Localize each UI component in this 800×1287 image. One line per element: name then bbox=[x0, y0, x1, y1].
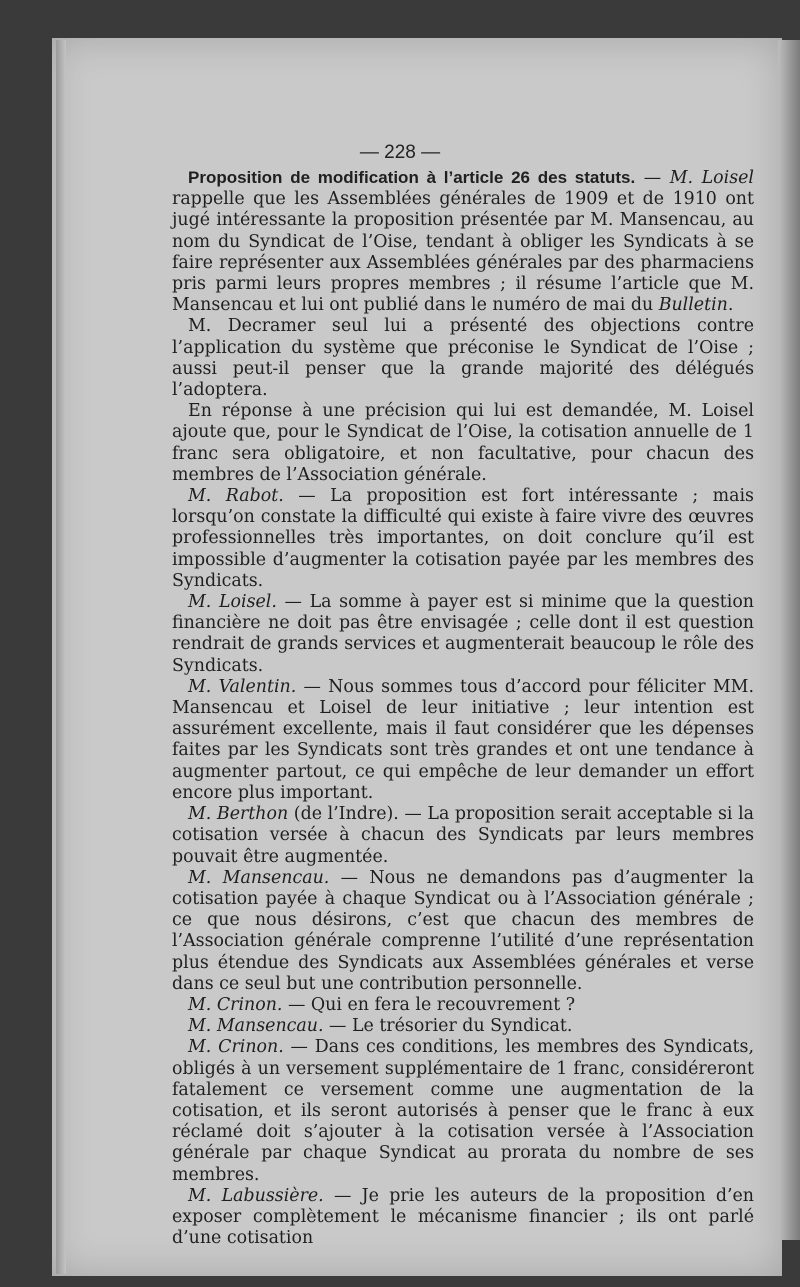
paragraph-text: — Nous ne demandons pas d’augmenter la cotisation payée à chaque Syndicat ou à l’Association générale ; ce que nous désirons, c’est que chacun des membres de l’Association générale comprenne l’utilité d’une représentation plus étendue des Syndicats aux Assemblées générales et verse dans ce seul but une contribution personnelle. bbox=[172, 867, 754, 994]
paragraph-tail: . bbox=[727, 295, 734, 316]
emphasis-text: Bulletin bbox=[658, 295, 728, 316]
paragraph bbox=[172, 995, 754, 1016]
speaker-name: M. Mansencau. bbox=[188, 1016, 324, 1037]
paragraph-text: — La proposition est fort intéressante ; mais lorsqu’on constate la difficulté qui existe à faire vivre des œuvres professionnelles très importantes, on doit conclure qu’il est impossible d’augmenter la cotisation payée par les membres des Syndicats. bbox=[172, 486, 754, 591]
paragraph-text: — Le trésorier du Syndicat. bbox=[323, 1016, 573, 1037]
paragraph bbox=[172, 1186, 754, 1250]
paragraph bbox=[172, 868, 754, 995]
paragraph bbox=[172, 677, 754, 804]
paragraph-text: — Qui en fera le recouvrement ? bbox=[282, 994, 576, 1015]
page-binding-edge bbox=[56, 40, 66, 1274]
paragraph: Proposition de modification à l’article 26 des statuts. — M. Loisel rappelle que les Assemblées générales de 1909 et de 1910 ont jugé intéressante la proposition présentée par M. Mansencau, au nom du Syndicat de l’Oise, tendant à obliger les Syndicats à se faire représenter aux Assemblées générales par des pharmaciens pris parmi leurs propres membres ; il résume l’article que M. Mansencau et lui ont publié dans le numéro de mai du Bulletin. bbox=[172, 168, 754, 316]
paragraph bbox=[172, 592, 754, 677]
paragraph bbox=[172, 1016, 754, 1037]
paragraph bbox=[172, 316, 754, 401]
page-right-edge bbox=[778, 40, 800, 1240]
speaker-name: M. Mansencau. bbox=[188, 867, 330, 888]
speaker-name: M. Labussière. bbox=[188, 1185, 324, 1206]
paragraph-text: — La somme à payer est si minime que la question financière ne doit pas être envisagée ; celle dont il est question rendrait de grands services et augmenterait beaucoup le rôle des Syndicats. bbox=[172, 592, 755, 676]
page-number: — 228 — bbox=[359, 142, 441, 163]
speaker-name: M. Rabot. bbox=[188, 486, 284, 507]
paragraph bbox=[172, 1037, 754, 1185]
paragraph-text: M. Decramer seul lui a présenté des objections contre l’application du système que préconise le Syndicat de l’Oise ; aussi peut-il penser que la grande majorité des délégués l’adoptera. bbox=[172, 316, 754, 401]
speaker-name: M. Valentin. bbox=[188, 676, 297, 697]
paragraph bbox=[172, 486, 754, 592]
paragraph-text: — Nous sommes tous d’accord pour féliciter MM. Mansencau et Loisel de leur initiative ; leur intention est assurément excellente, mais il faut considérer que les dépenses faites par les Syndicats sont très grandes et ont une tendance à augmenter partout, ce qui empêche de leur demander un effort encore plus important. bbox=[172, 676, 755, 803]
speaker-name: M. Loisel bbox=[669, 168, 754, 188]
speaker-name: M. Crinon. bbox=[188, 1037, 284, 1058]
page-body bbox=[172, 167, 754, 1249]
paragraph bbox=[172, 401, 754, 486]
paragraph bbox=[172, 804, 754, 868]
section-heading: Proposition de modification à l’article 26 des statuts. bbox=[188, 168, 636, 187]
speaker-name: M. Crinon. bbox=[188, 994, 283, 1015]
paragraph-text: En réponse à une précision qui lui est demandée, M. Loisel ajoute que, pour le Syndicat de l’Oise, la cotisation annuelle de 1 franc sera obligatoire, et non facultative, pour chacun des membres de l’Association générale. bbox=[172, 401, 754, 485]
speaker-name: M. Loisel. bbox=[188, 592, 277, 613]
paragraph-text: (de l’Indre). — La proposition serait acceptable si la cotisation versée à chacun des Syndicats par leurs membres pouvait être augmentée. bbox=[172, 804, 755, 867]
paragraph-text: rappelle que les Assemblées générales de 1909 et de 1910 ont jugé intéressante la proposition présentée par M. Mansencau, au nom du Syndicat de l’Oise, tendant à obliger les Syndicats à se faire représenter aux Assemblées générales par des pharmaciens pris parmi leurs propres membres ; il résume l’article que M. Mansencau et lui ont publié dans le numéro de mai du bbox=[172, 189, 754, 316]
speaker-name: M. Berthon bbox=[188, 804, 289, 825]
paragraph-text: — Je prie les auteurs de la proposition d’en exposer complètement le mécanisme financier ; ils ont parlé d’une cotisation bbox=[172, 1185, 754, 1249]
paragraph-text: — Dans ces conditions, les membres des Syndicats, obligés à un versement supplémentaire de 1 franc, considéreront fatalement ce versement comme une augmentation de la cotisation, et ils seront autorisés à penser que le franc à eux réclamé doit s’ajouter à la cotisation versée à l’Association générale par chaque Syndicat au prorata du nombre de ses membres. bbox=[172, 1037, 754, 1185]
